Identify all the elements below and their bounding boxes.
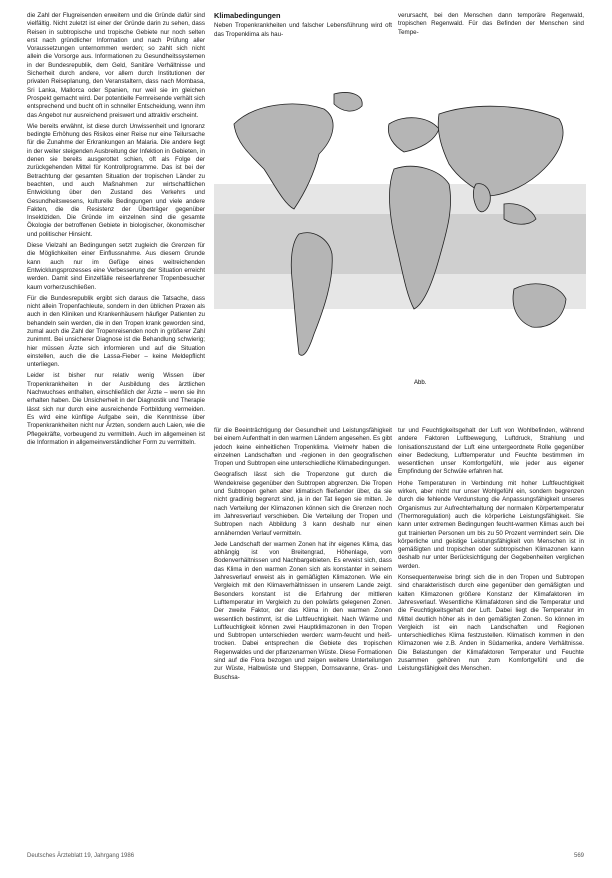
paragraph: Leider ist bisher nur relativ wenig Wissen über Tropenkrankheiten in der Ausbildung des ärztlichen Nachwuchses enthalten, einschließlich der Ärzte – wenn sie ihn erhalten haben. Die Unsicherheit in der Diagnostik und Therapie lässt sich nur durch eine ausreichende Fortbildung vermeiden. Es wird eine künftige Aufgabe sein, die Kenntnisse über Tropenkrankheiten nicht nur Ärzten, sondern auch Laien, wie die Pflegekräfte, vorbeugend zu vermitteln. Auch im allgemeinen ist die Information in allgemeinverständlicher Form zu vermitteln. (27, 372, 205, 446)
paragraph: tur und Feuchtigkeitsgehalt der Luft von Wohlbefinden, während andere Faktoren Luftbewegung, Luftdruck, Strahlung und Ionisationszustand der Luft eine untergeordnete Rolle gegenüber einer Bedeckung, Lufttemperatur und Feuchte bestimmen im wesentlichen unser Komfortgefühl, wie jeder aus eigener Empfindung der Schwüle erfahren hat. (398, 427, 584, 476)
paragraph: Für die Bundesrepublik ergibt sich daraus die Tatsache, dass nicht allein Tropenfachleute, sondern in den üblichen Praxen als auch in den Kliniken und Krankenhäusern häufiger Patienten zu behandeln sein werden, die in den Tropen krank geworden sind, zumal auch die Zahl der Tropenreisenden noch in größerer Zahl zunimmt. Bei unsicherer Diagnose ist die Behandlung schwierig; hier müssen Ärzte sich informieren und auf die Situation einstellen, auch die die Lassa-Fieber – keine Meldepflicht unterliegen. (27, 294, 205, 369)
paragraph: Geografisch lässt sich die Tropenzone gut durch die Wendekreise gegenüber den Subtropen abgrenzen. Die Tropen und Subtropen gehen aber klimatisch fließender über, da sie nicht gradlinig begrenzt sind, ja in der Tat liegen sie mitten. Je nach Verteilung der Klimazonen können sich die Grenzen noch im Jahresverlauf verschieben. Die Verteilung der Tropen und Subtropen nach Abbildung 3 kann deshalb nur einen annähernden Verlauf vermitteln. (214, 471, 392, 537)
text-column-right-top (398, 12, 584, 40)
text-column-middle-top (214, 12, 392, 42)
page-footer (27, 853, 584, 859)
paragraph: Konsequenterweise bringt sich die in den Tropen und Subtropen sind charakteristisch durch eine gegenüber den gemäßigten und kalten Klimazonen größere Konstanz der Klimafaktoren im Jahresverlauf. Wesentliche Klimafaktoren sind die Temperatur und die Feuchtigkeitsgehalt der Luft. Dabei liegt die Temperatur im Mittel deutlich höher als in den gemäßigten Zonen. So können im Vergleich ist ein nach Landschaften und Regionen unterschiedliches Klima festzustellen. Klimatisch kommen in den Klimazonen wie z.B. Anden in Südamerika, andere Verhältnisse. Die Belastungen der Klimafaktoren Temperatur und Feuchte zusammen gehören nun zum Komfortgefühl und die Leistungsfähigkeit des Menschen. (398, 574, 584, 673)
page-number: 569 (573, 853, 584, 859)
journal-citation: Deutsches Ärzteblatt 19, Jahrgang 1986 (27, 853, 135, 859)
paragraph: Hohe Temperaturen in Verbindung mit hoher Luftfeuchtigkeit wirken, aber nicht nur unser Wohlgefühl ein, sondern begrenzen durch die fehlende Verdunstung die Anpassungsfähigkeit unseres Organismus zur Aufrechterhaltung der normalen Körpertemperatur (Thermoregulation) auch die körperliche Leistungsfähigkeit. Sie kann unter extremen Bedingungen feucht-warmen Klimas auch bei gut trainierten Personen um bis zu 50 Prozent vermindert sein. Die körperliche und geistige Leistungsfähigkeit von Menschen ist in gemäßigten und tropischen oder subtropischen Klimazonen kann deshalb nur unter Berücksichtigung der Gegebenheiten verglichen werden. (398, 479, 584, 570)
paragraph: Neben Tropenkrankheiten und falscher Lebensführung wird oft das Tropenklima als hau- (214, 22, 392, 38)
paragraph: verursacht, bei den Menschen dann temporäre Regenwald, tropischen Regenwald. Für das Befinden der Menschen sind Tempe- (398, 12, 584, 36)
section-heading: Klimabedingungen (214, 11, 281, 20)
paragraph: Diese Vielzahl an Bedingungen setzt zugleich die Grenzen für die Möglichkeiten einer Einflussnahme. Aus diesem Grunde kann auch nur im Gefüge eines weitreichenden Entwicklungsprozesses eine Verbesserung der Situation erreicht werden. Damit sind Einzelfälle reiseerfahrener Tropenbesucher kaum vorherzuschließen. (27, 242, 205, 291)
map-caption: Abb. (414, 380, 427, 386)
paragraph: die Zahl der Flugreisenden erweitern und die Gründe dafür sind vielfältig. Nicht zuletzt ist einer der Gründe darin zu sehen, dass Reisen in subtropische und tropische Gebiete nur noch selten erst nach gründlicher Information und nach Prüfung aller Voraussetzungen unternommen werden; so zahlt sich nicht allein die Vorsorge aus. Informationen zu Gesundheitssystemen in der Bundesrepublik, dem Geld, Sanitäre Verhältnisse und Sicherheit durch andere, vor allem durch Institutionen der privaten Reiseplanung, den Veranstaltern, dass nach Mombasa, Sri Lanka, Mallorca oder Spanien, nur weil sie im gleichen Prospekt gemacht wird. Der potentielle Fernreisende verhält sich entsprechend und bucht oft in schneller Entscheidung, wenn ihm das Angebot nur ausreichend preiswert und attraktiv erscheint. (27, 12, 205, 119)
paragraph: Wie bereits erwähnt, ist diese durch Unwissenheit und Ignoranz bedingte Erhöhung des Risikos einer Reise nur eine Teilursache für die Zunahme der Erkrankungen an Malaria. Die andere liegt in der weiter steigenden Ausbreitung der Infektion in Gebieten, in denen sie bereits ausgerottet schien, oft als Folge der zurückgehenden Mittel für Kontrollprogramme. Das ist bei der Betrachtung der gesamten Situation der tropischen Länder zu beachten, und auch Maßnahmen zur wirtschaftlichen Entwicklung über den Zustand des Verkehrs und Gesundheitswesens, kulturelle Bedingungen und viele andere Fakten, die die Resistenz der Überträger gegenüber Insektiziden. Die Gründe im einzelnen sind die gesamte Ökologie der betroffenen Gebiete in biologischer, ökonomischer und politischer Hinsicht. (27, 122, 205, 238)
world-climate-map (214, 84, 586, 422)
paragraph: Jede Landschaft der warmen Zonen hat ihr eigenes Klima, das abhängig ist von Breitengrad, Höhenlage, vom Bodenverhältnissen und Nachbargebieten. Es erweist sich, dass das Klima in den warmen Zonen sich als konstanter in seinem Jahresverlauf erweist als in gemäßigten Klimazonen. Wie ein Vergleich mit den Klimaverhältnissen in unserem Lande zeigt. Besonders konstant ist die Erfahrung der mittleren Lufttemperatur im Vergleich zu den polwärts gelegenen Zonen. Der zweite Faktor, der das Klima in den warmen Zonen wesentlich bestimmt, ist die Luftfeuchtigkeit. Nach Wärme und Luftfeuchtigkeit können zwei Hauptklimazonen in den Tropen und Subtropen unterschieden werden: warm-feucht und heiß-trocken. Dabei entsprechen die Gebiete des tropischen Regenwaldes und der pflanzenarmen Wüste. Diese Formationen sind auf die Flora bezogen und zeigen weitere Unterteilungen zur Wüste, Halbwüste und Steppen, Dornsavanne, Gras- und Buschsa- (214, 540, 392, 681)
text-column-middle-bottom (214, 427, 392, 685)
text-column-right-bottom (398, 427, 584, 677)
text-column-left (27, 12, 205, 450)
paragraph: für die Beeinträchtigung der Gesundheit und Leistungsfähigkeit bei einem Aufenthalt in den warmen Ländern angesehen. Es gibt jedoch keine einheitlichen Tropenklima. Vielmehr haben die einzelnen Landschaften und -regionen in den geografischen Tropen und Subtropen eine unterschiedliche Klimabedingungen. (214, 427, 392, 468)
